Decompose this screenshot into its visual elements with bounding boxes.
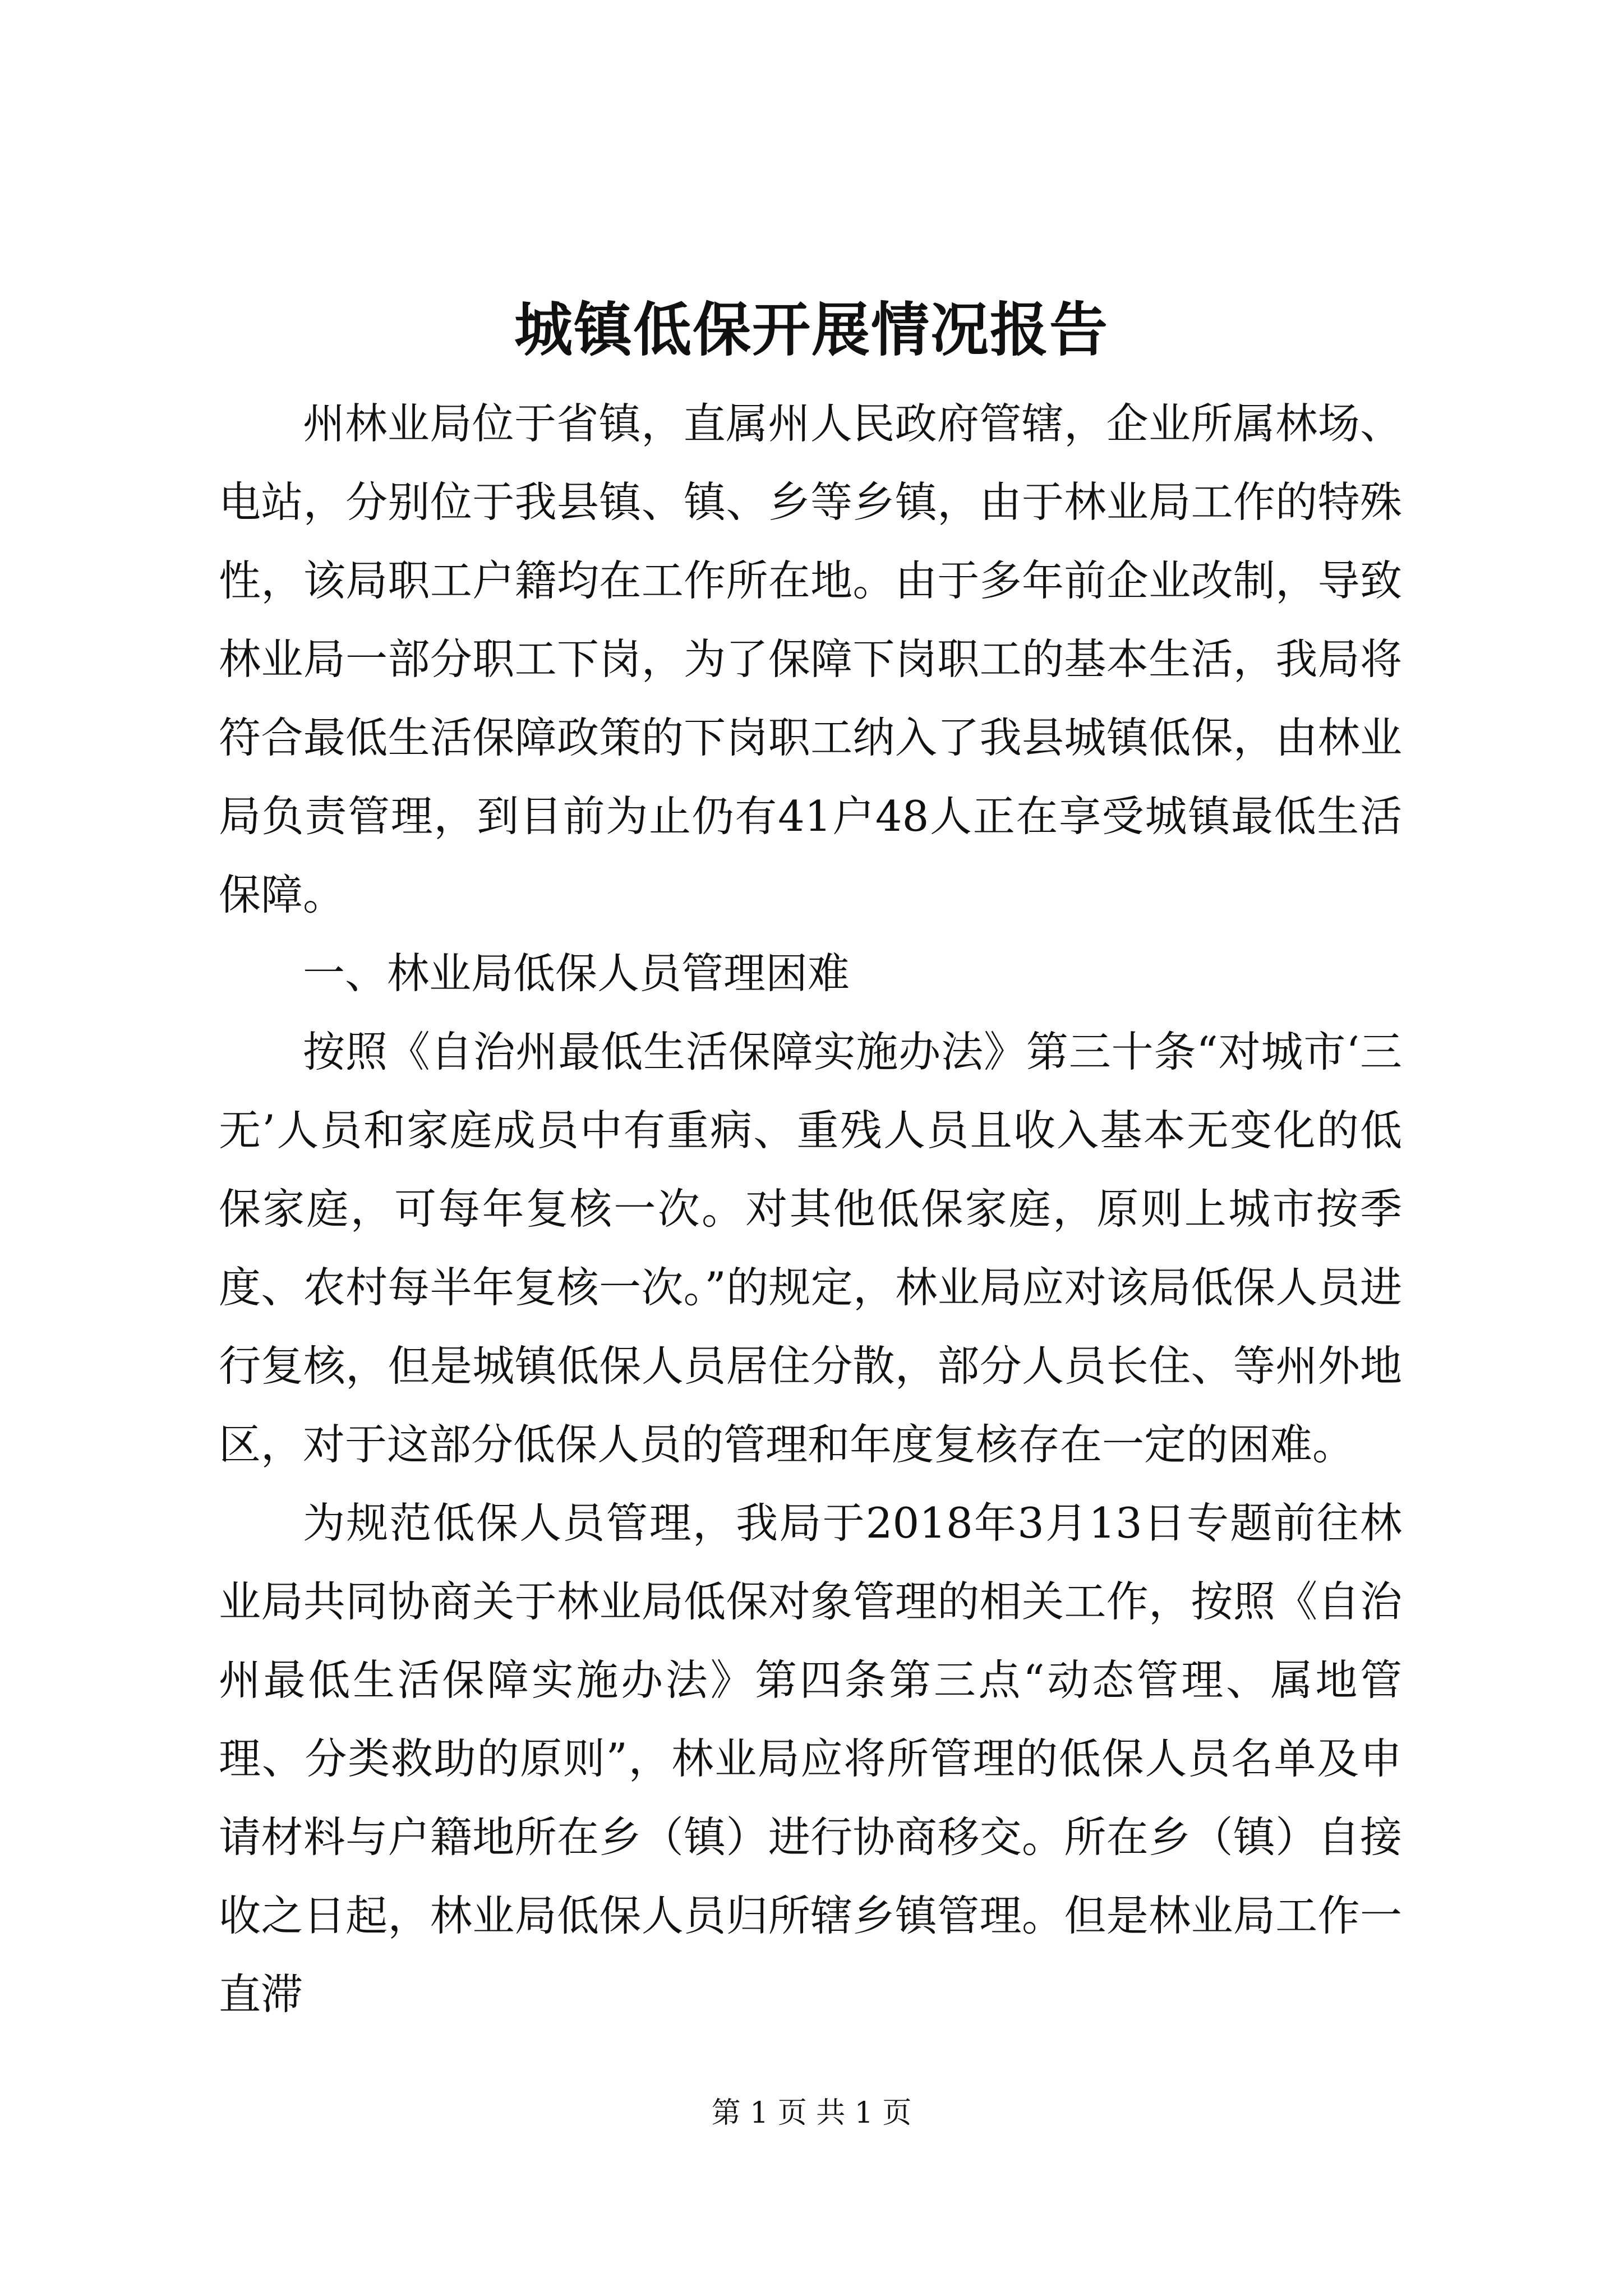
document-body <box>219 384 1402 2033</box>
paragraph-measures: 为规范低保人员管理，我局于2018年3月13日专题前往林业局共同协商关于林业局低保对象管理的相关工作，按照《自治州最低生活保障实施办法》第四条第三点“动态管理、属地管理、分类救助的原则”，林业局应将所管理的低保人员名单及申请材料与户籍地所在乡（镇）进行协商移交。所在乡（镇）自接收之日起，林业局低保人员归所辖乡镇管理。但是林业局工作一直滞 <box>219 1498 1402 2019</box>
paragraph-intro: 州林业局位于省镇，直属州人民政府管辖，企业所属林场、电站，分别位于我县镇、镇、乡等乡镇，由于林业局工作的特殊性，该局职工户籍均在工作所在地。由于多年前企业改制，导致林业局一部分职工下岗，为了保障下岗职工的基本生活，我局将符合最低生活保障政策的下岗职工纳入了我县城镇低保，由林业局负责管理，到目前为止仍有41户48人正在享受城镇最低生活保障。 <box>219 399 1402 919</box>
page-footer: 第 1 页 共 1 页 <box>711 2096 912 2130</box>
section-heading-1: 一、林业局低保人员管理困难 <box>303 949 850 998</box>
document-title: 城镇低保开展情况报告 <box>514 295 1109 364</box>
paragraph-regulation: 按照《自治州最低生活保障实施办法》第三十条“对城市‘三无’人员和家庭成员中有重病、重残人员且收入基本无变化的低保家庭，可每年复核一次。对其他低保家庭，原则上城市按季度、农村每半年复核一次。”的规定，林业局应对该局低保人员进行复核，但是城镇低保人员居住分散，部分人员长住、等州外地区，对于这部分低保人员的管理和年度复核存在一定的困难。 <box>219 1027 1402 1469</box>
